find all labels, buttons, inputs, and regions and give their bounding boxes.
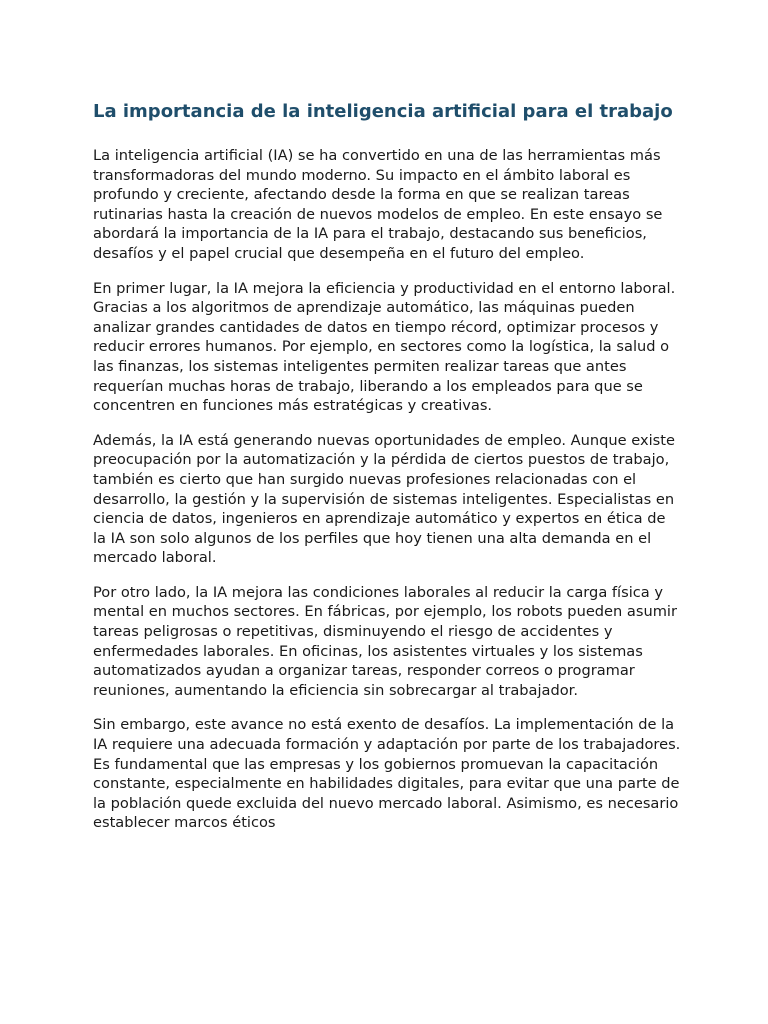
paragraph-efficiency: En primer lugar, la IA mejora la eficiencia y productividad en el entorno laboral. Gracias a los algoritmos de aprendizaje automático, las máquinas pueden analizar grandes cantidades de datos en tiempo récord, optimizar procesos y reducir errores humanos. Por ejemplo, en sectores como la logística, la salud o las finanzas, los sistemas inteligentes permiten realizar tareas que antes requerían muchas horas de trabajo, liberando a los empleados para que se concentren en funciones más estratégicas y creativas. — [93, 279, 676, 415]
document-body — [93, 100, 683, 848]
paragraph-challenges: Sin embargo, este avance no está exento de desafíos. La implementación de la IA requiere una adecuada formación y adaptación por parte de los trabajadores. Es fundamental que las empresas y los gobiernos promuevan la capacitación constante, especialmente en habilidades digitales, para evitar que una parte de la población quede excluida del nuevo mercado laboral. Asimismo, es necesario establecer marcos éticos — [93, 716, 681, 832]
document-title: La importancia de la inteligencia artificial para el trabajo — [93, 101, 673, 122]
paragraph-working-conditions: Por otro lado, la IA mejora las condiciones laborales al reducir la carga física y mental en muchos sectores. En fábricas, por ejemplo, los robots pueden asumir tareas peligrosas o repetitivas, disminuyendo el riesgo de accidentes y enfermedades laborales. En oficinas, los asistentes virtuales y los sistemas automatizados ayudan a organizar tareas, responder correos o programar reuniones, aumentando la eficiencia sin sobrecargar al trabajador. — [93, 583, 677, 699]
paragraph-new-jobs: Además, la IA está generando nuevas oportunidades de empleo. Aunque existe preocupación por la automatización y la pérdida de ciertos puestos de trabajo, también es cierto que han surgido nuevas profesiones relacionadas con el desarrollo, la gestión y la supervisión de sistemas inteligentes. Especialistas en ciencia de datos, ingenieros en aprendizaje automático y expertos en ética de la IA son solo algunos de los perfiles que hoy tienen una alta demanda en el mercado laboral. — [93, 431, 675, 567]
paragraph-introduction: La inteligencia artificial (IA) se ha convertido en una de las herramientas más transformadoras del mundo moderno. Su impacto en el ámbito laboral es profundo y creciente, afectando desde la forma en que se realizan tareas rutinarias hasta la creación de nuevos modelos de empleo. En este ensayo se abordará la importancia de la IA para el trabajo, destacando sus beneficios, desafíos y el papel crucial que desempeña en el futuro del empleo. — [93, 147, 663, 262]
